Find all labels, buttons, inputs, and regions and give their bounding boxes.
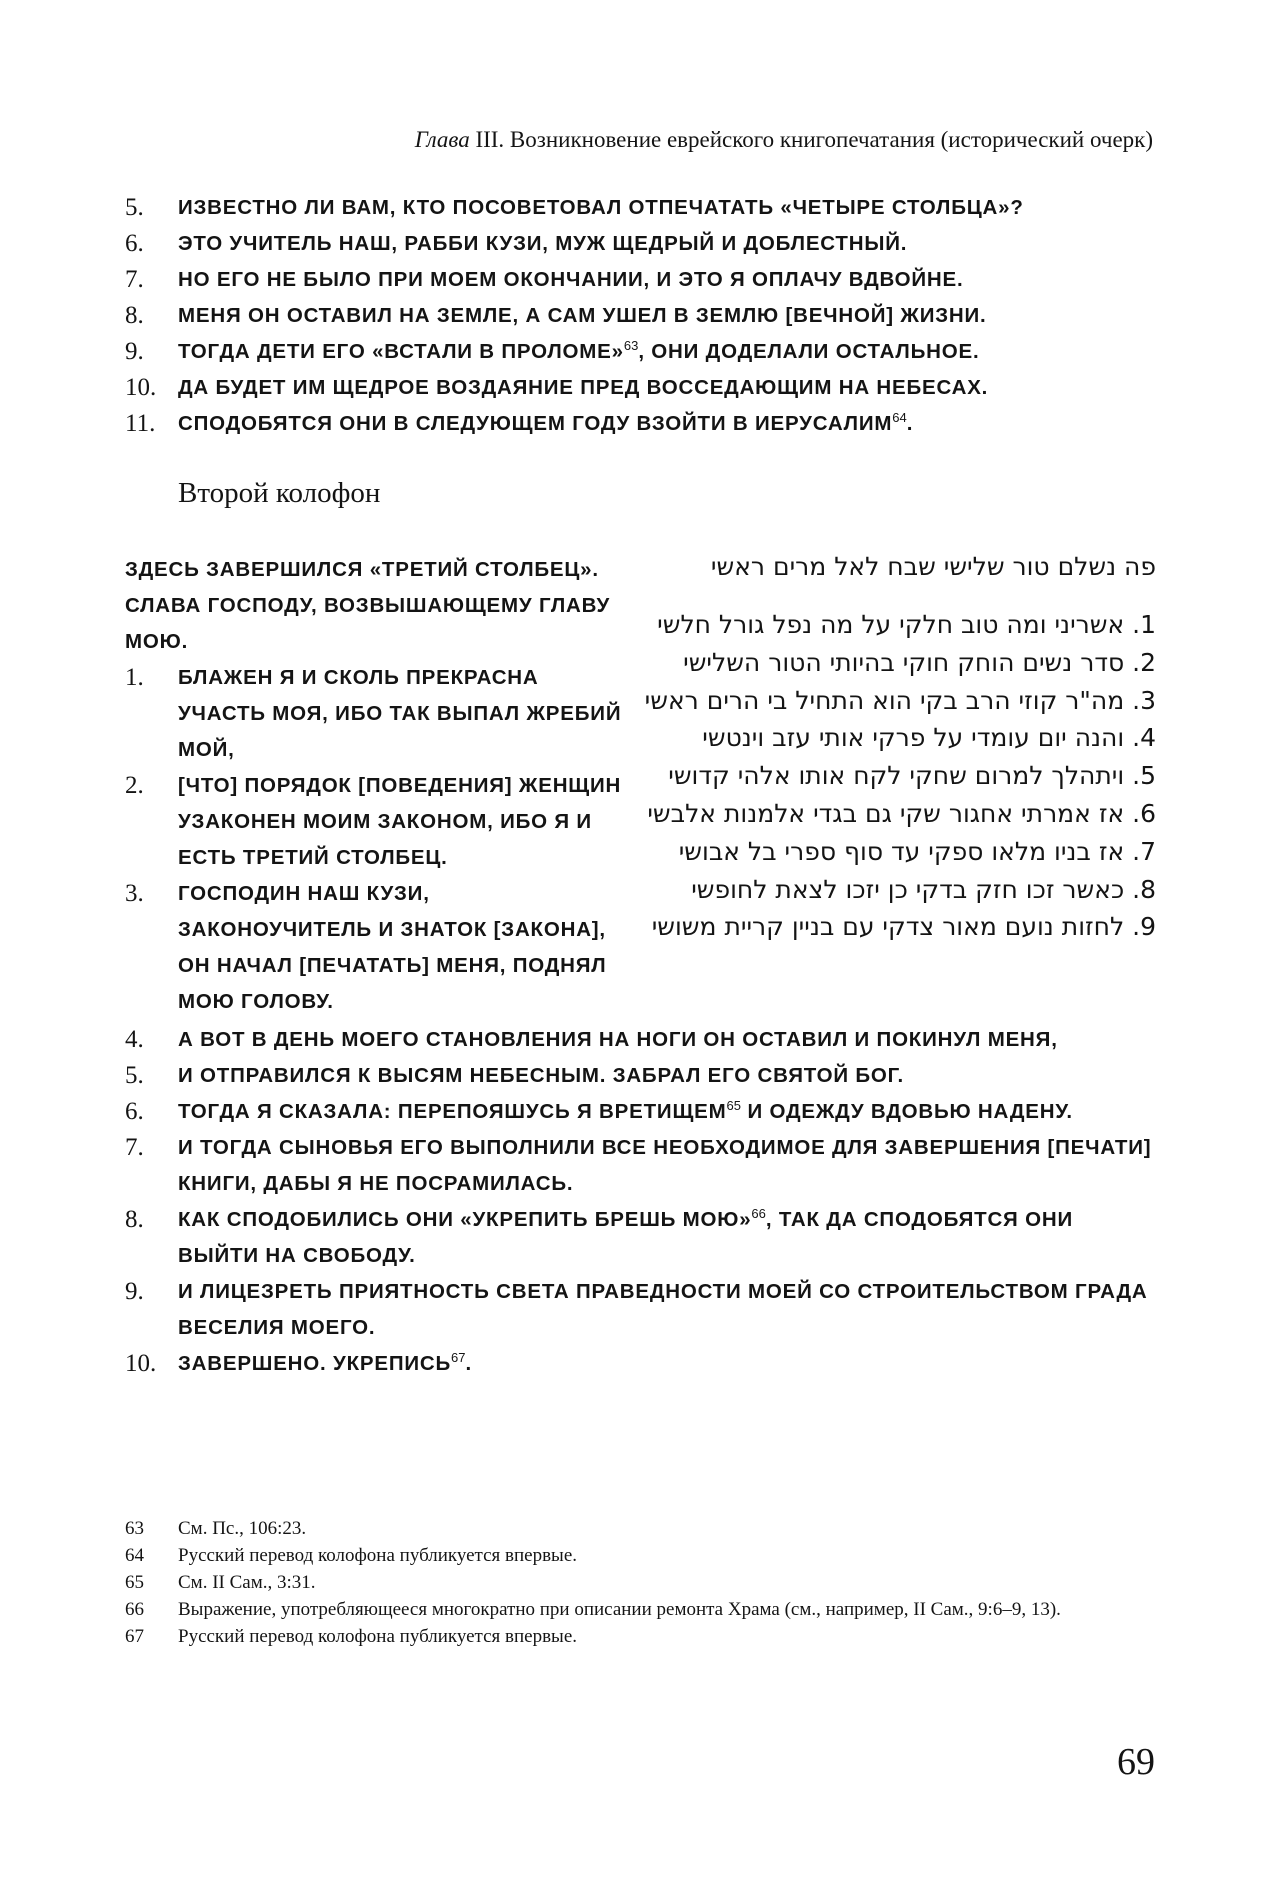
hebrew-column	[616, 548, 1156, 946]
item-number: 5.	[125, 1062, 144, 1089]
list-item	[125, 1022, 1155, 1058]
item-text: КАК СПОДОБИЛИСЬ ОНИ «УКРЕПИТЬ БРЕШЬ МОЮ»	[178, 1208, 752, 1231]
item-text: [ЧТО] ПОРЯДОК [ПОВЕДЕНИЯ] ЖЕНЩИН УЗАКОНЕН МОИМ ЗАКОНОМ, ИБО Я И ЕСТЬ ТРЕТИЙ СТОЛБЕЦ.	[178, 774, 622, 869]
list-item	[125, 406, 1155, 442]
list-item	[125, 1094, 1155, 1130]
item-number: 11.	[125, 410, 156, 437]
item-text-cont: .	[906, 412, 914, 435]
colophon-intro: ЗДЕСЬ ЗАВЕРШИЛСЯ «ТРЕТИЙ СТОЛБЕЦ». СЛАВА ГОСПОДУ, ВОЗВЫШАЮЩЕМУ ГЛАВУ МОЮ.	[125, 558, 611, 653]
item-number: 2.	[125, 772, 144, 799]
footnote-text: Русский перевод колофона публикуется впервые.	[178, 1626, 578, 1647]
list-item	[125, 1130, 1155, 1202]
footnote	[125, 1623, 1155, 1650]
item-text: ГОСПОДИН НАШ КУЗИ, ЗАКОНОУЧИТЕЛЬ И ЗНАТОК [ЗАКОНА], ОН НАЧАЛ [ПЕЧАТАТЬ] МЕНЯ, ПОДНЯЛ МОЮ ГОЛОВУ.	[178, 882, 607, 1013]
item-number: 9.	[125, 1278, 144, 1305]
item-text: И ТОГДА СЫНОВЬЯ ЕГО ВЫПОЛНИЛИ ВСЕ НЕОБХОДИМОЕ ДЛЯ ЗАВЕРШЕНИЯ [ПЕЧАТИ] КНИГИ, ДАБЫ Я НЕ ПОСРАМИЛАСЬ.	[178, 1136, 1152, 1195]
footnote-text: Выражение, употребляющееся многократно при описании ремонта Храма (см., например, II Сам., 9:6–9, 13).	[178, 1599, 1061, 1620]
item-text-cont: , ТАК ДА СПОДОБЯТСЯ ОНИ ВЫЙТИ НА СВОБОДУ.	[178, 1208, 1073, 1267]
footnote	[125, 1542, 1155, 1569]
footnote-text: См. II Сам., 3:31.	[178, 1572, 316, 1593]
item-number: 3.	[125, 880, 144, 907]
item-number: 5.	[125, 194, 144, 221]
item-text-cont: .	[465, 1352, 473, 1375]
item-text: ТОГДА Я СКАЗАЛА: ПЕРЕПОЯШУСЬ Я ВРЕТИЩЕМ	[178, 1100, 727, 1123]
list-item	[125, 190, 1155, 226]
footnote-ref[interactable]: 66	[751, 1206, 766, 1221]
item-text: НО ЕГО НЕ БЫЛО ПРИ МОЕМ ОКОНЧАНИИ, И ЭТО Я ОПЛАЧУ ВДВОЙНЕ.	[178, 268, 964, 291]
hebrew-line: 8. כאשר זכו חזק בדקי כן יזכו לצאת לחופשי	[691, 874, 1156, 904]
footnote-number: 64	[125, 1545, 144, 1566]
footnote	[125, 1515, 1155, 1542]
item-text: ИЗВЕСТНО ЛИ ВАМ, КТО ПОСОВЕТОВАЛ ОТПЕЧАТАТЬ «ЧЕТЫРЕ СТОЛБЦА»?	[178, 196, 1024, 219]
footnote-number: 65	[125, 1572, 144, 1593]
list-item	[125, 334, 1155, 370]
hebrew-line: 6. אז אמרתי אחגור שקי גם בגדי אלמנות אלבשי	[647, 798, 1156, 828]
chapter-title: III. Возникновение еврейского книгопечатания (исторический очерк)	[469, 127, 1153, 152]
left-verse-list	[125, 660, 630, 1020]
hebrew-line: 9. לחזות נועם מאור צדקי עם בניין קריית משושי	[651, 912, 1156, 942]
item-text: МЕНЯ ОН ОСТАВИЛ НА ЗЕМЛЕ, А САМ УШЕЛ В ЗЕМЛЮ [ВЕЧНОЙ] ЖИЗНИ.	[178, 304, 987, 327]
item-text: ТОГДА ДЕТИ ЕГО «ВСТАЛИ В ПРОЛОМЕ»	[178, 340, 624, 363]
list-item	[125, 768, 630, 876]
list-item	[125, 1346, 1155, 1382]
item-number: 6.	[125, 1098, 144, 1125]
hebrew-line: 5. ויתהלך למרום שחקי לקח אותו אלהי קדושי	[668, 761, 1156, 791]
item-text-cont: И ОДЕЖДУ ВДОВЬЮ НАДЕНУ.	[740, 1100, 1073, 1123]
item-number: 7.	[125, 266, 144, 293]
item-number: 9.	[125, 338, 144, 365]
list-item	[125, 1202, 1155, 1274]
item-text: А ВОТ В ДЕНЬ МОЕГО СТАНОВЛЕНИЯ НА НОГИ ОН ОСТАВИЛ И ПОКИНУЛ МЕНЯ,	[178, 1028, 1058, 1051]
list-item	[125, 660, 630, 768]
list-item	[125, 1274, 1155, 1346]
footnote-number: 67	[125, 1626, 144, 1647]
footnote-number: 66	[125, 1599, 144, 1620]
footnotes	[125, 1515, 1155, 1650]
list-item	[125, 876, 630, 1020]
footnote-ref[interactable]: 64	[892, 410, 907, 425]
item-text: И ЛИЦЕЗРЕТЬ ПРИЯТНОСТЬ СВЕТА ПРАВЕДНОСТИ МОЕЙ СО СТРОИТЕЛЬСТВОМ ГРАДА ВЕСЕЛИЯ МОЕГО.	[178, 1280, 1148, 1339]
hebrew-title: פה נשלם טור שלישי שבח לאל מרים ראשי	[710, 552, 1156, 581]
footnote-text: См. Пс., 106:23.	[178, 1518, 307, 1539]
section-title: Второй колофон	[178, 477, 381, 509]
footnote-ref[interactable]: 67	[451, 1350, 466, 1365]
footnote-ref[interactable]: 65	[726, 1098, 741, 1113]
chapter-label: Глава	[414, 127, 470, 152]
item-number: 6.	[125, 230, 144, 257]
item-number: 8.	[125, 1206, 144, 1233]
item-text: И ОТПРАВИЛСЯ К ВЫСЯМ НЕБЕСНЫМ. ЗАБРАЛ ЕГО СВЯТОЙ БОГ.	[178, 1064, 904, 1087]
item-number: 10.	[125, 1350, 157, 1377]
item-text: ДА БУДЕТ ИМ ЩЕДРОЕ ВОЗДАЯНИЕ ПРЕД ВОССЕДАЮЩИМ НА НЕБЕСАХ.	[178, 376, 989, 399]
hebrew-line: 2. סדר נשים הוחק חוקי בהיותי הטור השלישי	[683, 647, 1156, 677]
footnote	[125, 1596, 1155, 1623]
list-item	[125, 370, 1155, 406]
footnote-number: 63	[125, 1518, 144, 1539]
item-text: СПОДОБЯТСЯ ОНИ В СЛЕДУЮЩЕМ ГОДУ ВЗОЙТИ В ИЕРУСАЛИМ	[178, 412, 893, 435]
russian-column	[125, 552, 630, 1020]
top-verse-list	[125, 190, 1155, 442]
footnote-text: Русский перевод колофона публикуется впервые.	[178, 1545, 578, 1566]
footnote-ref[interactable]: 63	[623, 338, 639, 353]
footnote	[125, 1569, 1155, 1596]
item-text-cont: , ОНИ ДОДЕЛАЛИ ОСТАЛЬНОЕ.	[638, 340, 980, 363]
item-text: БЛАЖЕН Я И СКОЛЬ ПРЕКРАСНА УЧАСТЬ МОЯ, ИБО ТАК ВЫПАЛ ЖРЕБИЙ МОЙ,	[178, 666, 622, 761]
hebrew-line: 7. אז בניו מלאו ספקי עד סוף ספרי בל אבושי	[678, 836, 1156, 866]
list-item	[125, 262, 1155, 298]
item-number: 7.	[125, 1134, 144, 1161]
item-text: ЭТО УЧИТЕЛЬ НАШ, РАББИ КУЗИ, МУЖ ЩЕДРЫЙ И ДОБЛЕСТНЫЙ.	[178, 232, 908, 255]
item-number: 4.	[125, 1026, 144, 1053]
list-item	[125, 1058, 1155, 1094]
page-number: 69	[1117, 1741, 1155, 1783]
list-item	[125, 298, 1155, 334]
item-number: 10.	[125, 374, 157, 401]
item-text: ЗАВЕРШЕНО. УКРЕПИСЬ	[178, 1352, 452, 1375]
list-item	[125, 226, 1155, 262]
hebrew-line: 4. והנה יום עומדי על פרקי אותי עזב וינטשי	[702, 723, 1156, 753]
hebrew-line: 3. מה"ר קוזי הרב בקי הוא התחיל בי הרים ראשי	[644, 685, 1156, 715]
hebrew-line: 1. אשריני ומה טוב חלקי על מה נפל גורל חלשי	[657, 610, 1156, 639]
hebrew-verse-list	[616, 606, 1156, 946]
item-number: 8.	[125, 302, 144, 329]
item-number: 1.	[125, 664, 144, 691]
running-header	[415, 127, 1153, 153]
bottom-verse-list	[125, 1022, 1155, 1382]
